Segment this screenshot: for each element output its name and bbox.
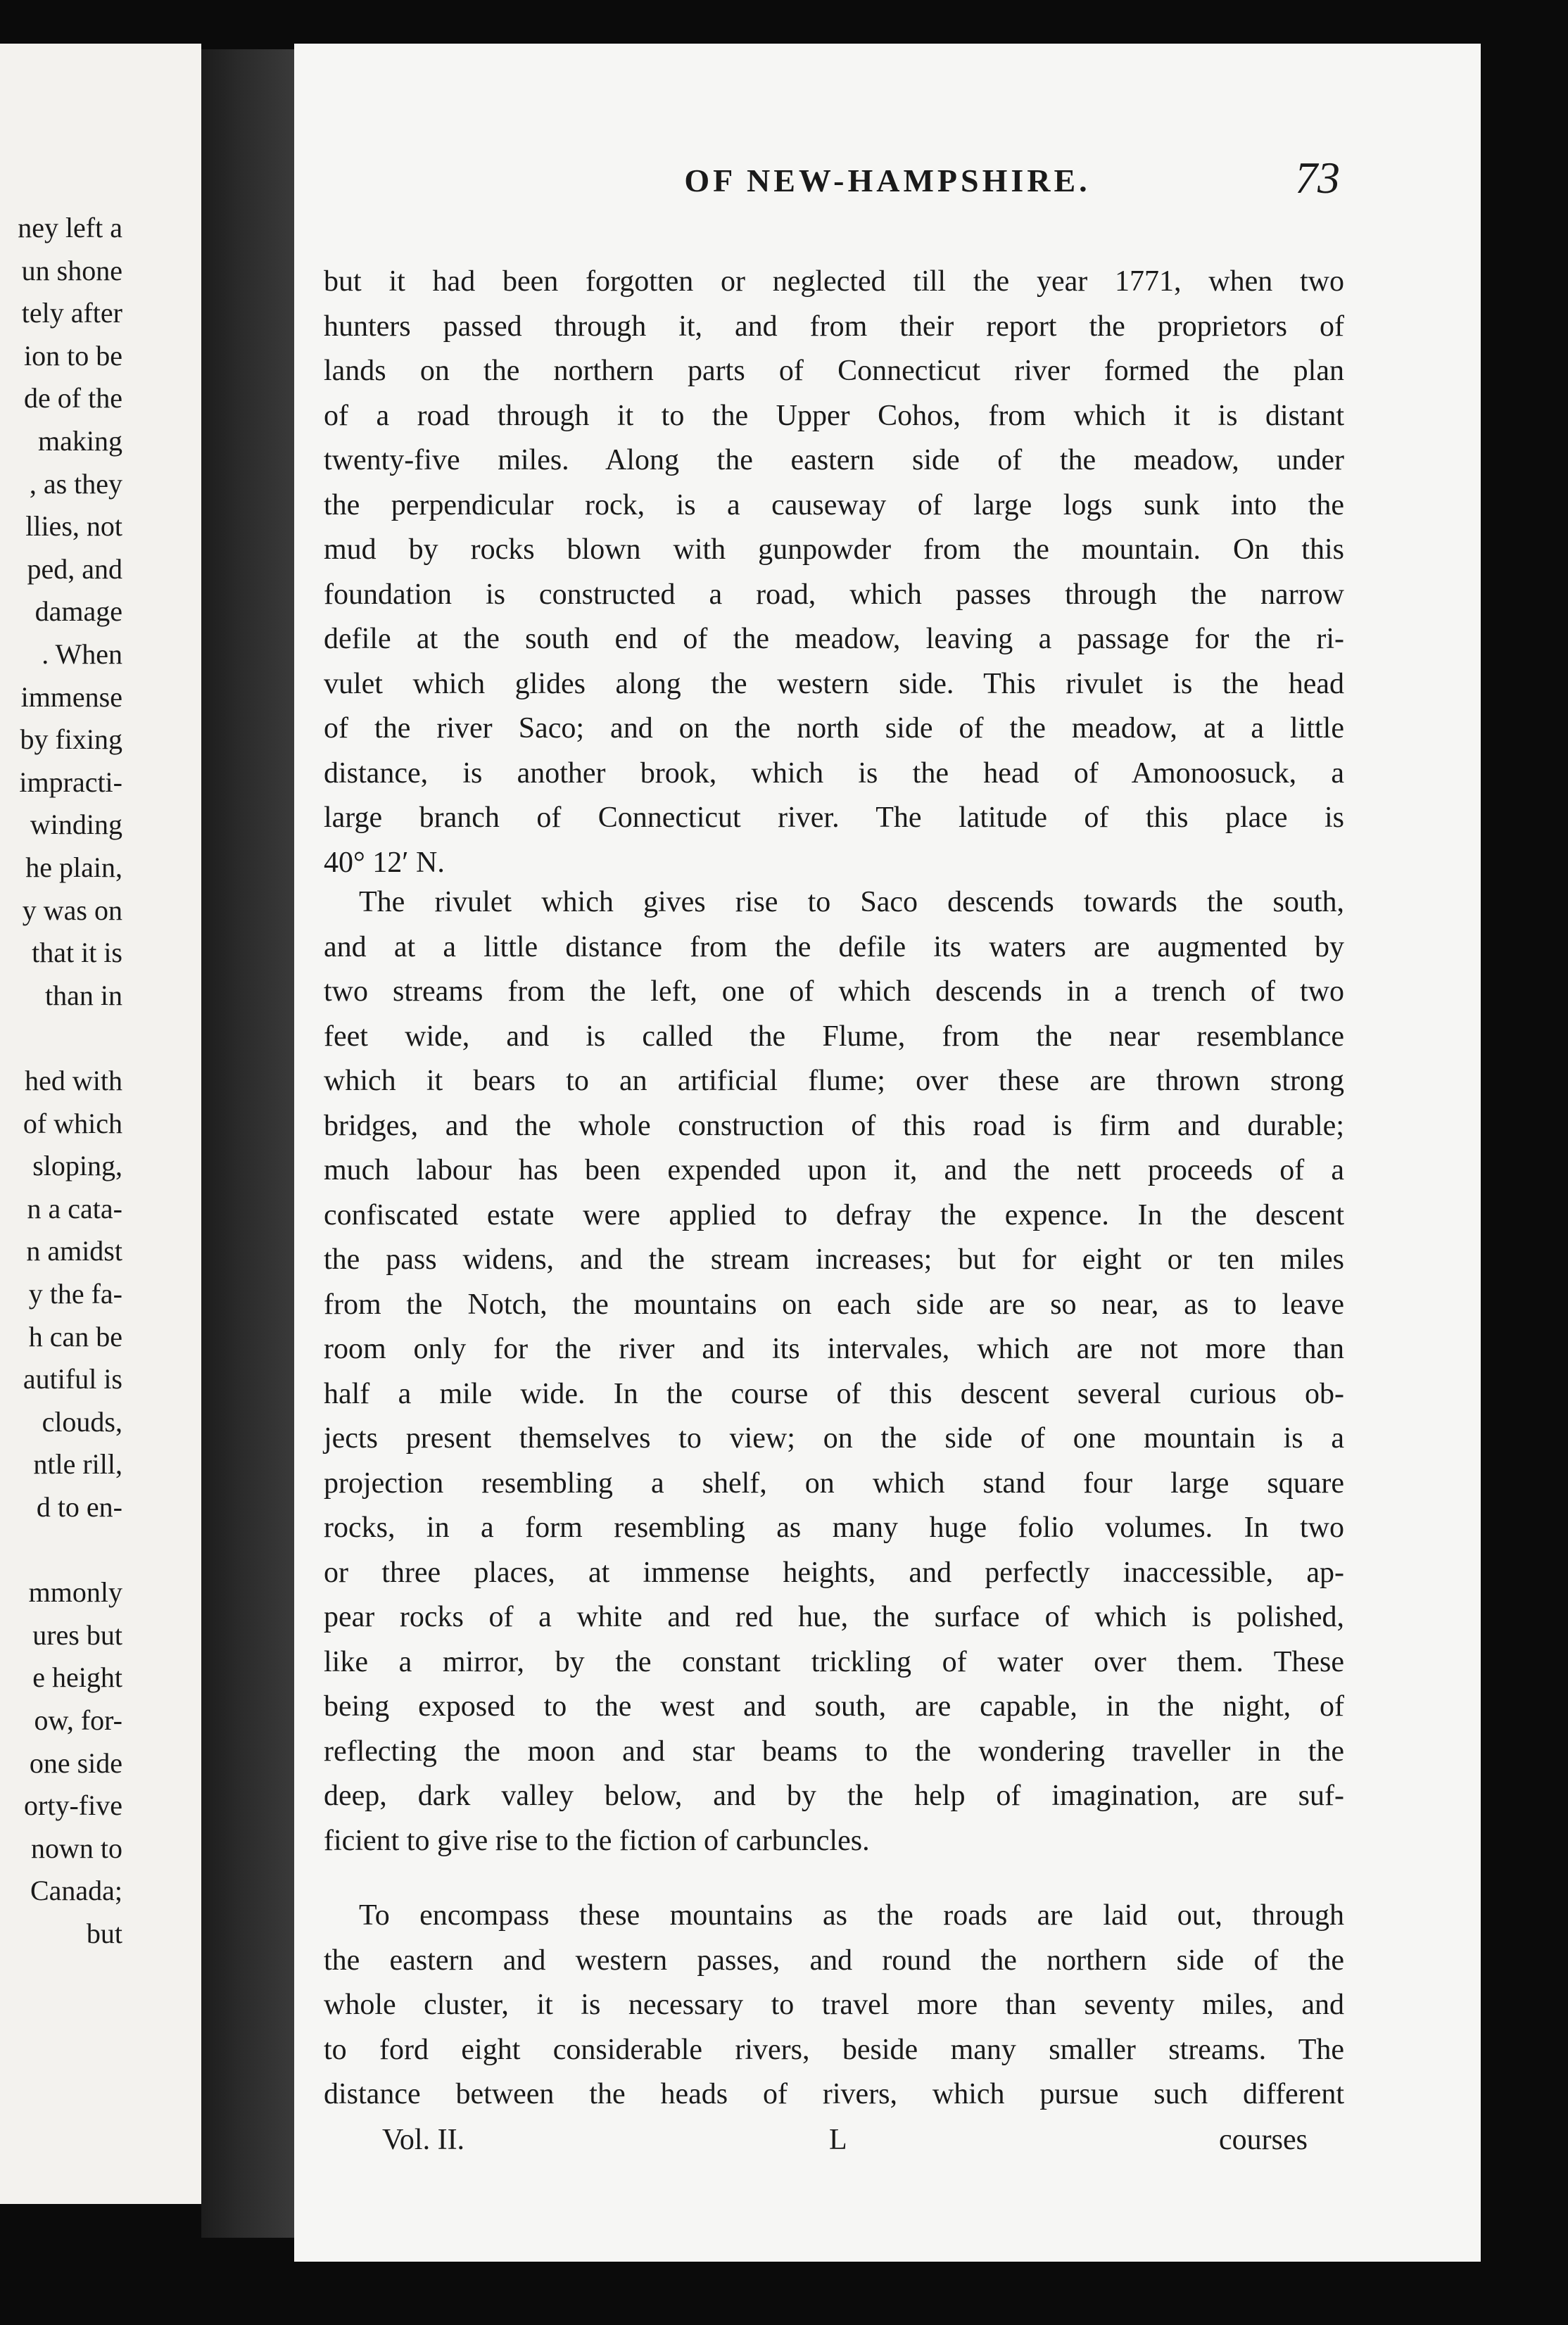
facing-page-line: one side bbox=[29, 1747, 122, 1779]
text-line: large branch of Connecticut river. The latitude of this place is bbox=[324, 802, 1344, 834]
text-line: or three places, at immense heights, and perfectly inaccessible, ap- bbox=[324, 1556, 1344, 1589]
facing-page-line: mmonly bbox=[28, 1576, 122, 1609]
facing-page-line: ow, for- bbox=[34, 1704, 122, 1736]
facing-page-line: ntle rill, bbox=[33, 1448, 122, 1481]
text-line: ficient to give rise to the fiction of carbuncles. bbox=[324, 1824, 870, 1857]
facing-page-line: Canada; bbox=[30, 1875, 122, 1907]
facing-page-line: he plain, bbox=[25, 851, 122, 883]
page-number: 73 bbox=[1295, 153, 1340, 203]
text-line: jects present themselves to view; on the side of one mountain is a bbox=[324, 1422, 1344, 1455]
facing-page-line: of which bbox=[23, 1107, 122, 1139]
catchword: courses bbox=[1219, 2124, 1308, 2156]
text-line: whole cluster, it is necessary to travel more than seventy miles, and bbox=[324, 1989, 1344, 2021]
facing-page-line: n a cata- bbox=[27, 1192, 122, 1224]
text-line: of the river Saco; and on the north side of the meadow, at a little bbox=[324, 712, 1344, 745]
text-line: mud by rocks blown with gunpowder from the mountain. On this bbox=[324, 533, 1344, 566]
facing-page-line: n amidst bbox=[26, 1235, 122, 1267]
text-line: room only for the river and its intervales, which are not more than bbox=[324, 1333, 1344, 1365]
signature-mark: L bbox=[829, 2124, 847, 2156]
text-line: from the Notch, the mountains on each side are so near, as to leave bbox=[324, 1288, 1344, 1321]
text-line: much labour has been expended upon it, and the nett proceeds of a bbox=[324, 1154, 1344, 1186]
text-line: but it had been forgotten or neglected till the year 1771, when two bbox=[324, 265, 1344, 298]
facing-page-line: ped, and bbox=[27, 552, 122, 585]
text-line: defile at the south end of the meadow, leaving a passage for the ri- bbox=[324, 623, 1344, 655]
facing-page-line: than in bbox=[45, 979, 122, 1011]
facing-page-line: immense bbox=[20, 680, 122, 713]
text-line: like a mirror, by the constant trickling of water over them. These bbox=[324, 1645, 1344, 1678]
volume-mark: Vol. II. bbox=[382, 2124, 465, 2156]
text-line: rocks, in a form resembling as many huge folio volumes. In two bbox=[324, 1512, 1344, 1544]
text-line: twenty-five miles. Along the eastern side of the meadow, under bbox=[324, 444, 1344, 476]
facing-page-line: ures but bbox=[32, 1618, 122, 1651]
facing-page-line: de of the bbox=[24, 382, 122, 414]
text-line: being exposed to the west and south, are capable, in the night, of bbox=[324, 1690, 1344, 1723]
text-line: projection resembling a shelf, on which stand four large square bbox=[324, 1466, 1344, 1500]
text-line: hunters passed through it, and from their report the proprietors of bbox=[324, 310, 1344, 343]
text-line: which it bears to an artificial flume; over these are thrown strong bbox=[324, 1065, 1344, 1097]
page-header bbox=[294, 153, 1481, 218]
facing-page-line: nown to bbox=[31, 1832, 122, 1864]
text-line: foundation is constructed a road, which passes through the narrow bbox=[324, 578, 1344, 611]
facing-page-line: impracti- bbox=[19, 766, 122, 798]
facing-page bbox=[0, 44, 201, 2204]
text-line: distance between the heads of rivers, which pursue such different bbox=[324, 2078, 1344, 2110]
text-line: feet wide, and is called the Flume, from the near resemblance bbox=[324, 1020, 1344, 1053]
text-line: The rivulet which gives rise to Saco descends towards the south, bbox=[359, 886, 1344, 918]
facing-page-line: e height bbox=[32, 1661, 122, 1694]
text-line: of a road through it to the Upper Cohos, from which it is distant bbox=[324, 399, 1344, 432]
text-line: the eastern and western passes, and round the northern side of the bbox=[324, 1944, 1344, 1977]
text-line: confiscated estate were applied to defray the expence. In the descent bbox=[324, 1198, 1344, 1231]
facing-page-line: damage bbox=[34, 595, 122, 628]
running-title: OF NEW-HAMPSHIRE. bbox=[684, 163, 1091, 198]
book-gutter bbox=[201, 49, 294, 2238]
facing-page-line: orty-five bbox=[24, 1789, 122, 1822]
facing-page-line: y was on bbox=[22, 894, 122, 926]
facing-page-line: y the fa- bbox=[28, 1278, 122, 1310]
text-line: the perpendicular rock, is a causeway of large logs sunk into the bbox=[324, 488, 1344, 521]
text-line: reflecting the moon and star beams to the wondering traveller in the bbox=[324, 1735, 1344, 1768]
text-line: the pass widens, and the stream increases; but for eight or ten miles bbox=[324, 1243, 1344, 1276]
facing-page-line: ney left a bbox=[18, 212, 122, 243]
text-line: distance, is another brook, which is the head of Amonoosuck, a bbox=[324, 756, 1344, 790]
facing-page-line: clouds, bbox=[42, 1405, 122, 1438]
text-line: 40° 12′ N. bbox=[324, 846, 445, 879]
text-line: to ford eight considerable rivers, beside many smaller streams. The bbox=[324, 2033, 1344, 2066]
facing-page-line: h can be bbox=[28, 1320, 122, 1352]
text-line: vulet which glides along the western side. This rivulet is the head bbox=[324, 667, 1344, 700]
facing-page-line: , as they bbox=[29, 467, 122, 500]
facing-page-line: autiful is bbox=[23, 1363, 122, 1395]
facing-page-line: tely after bbox=[21, 297, 122, 329]
text-line: deep, dark valley below, and by the help of imagination, are suf- bbox=[324, 1780, 1344, 1812]
text-line: pear rocks of a white and red hue, the surface of which is polished, bbox=[324, 1601, 1344, 1633]
facing-page-line: llies, not bbox=[25, 510, 122, 543]
text-line: half a mile wide. In the course of this descent several curious ob- bbox=[324, 1377, 1344, 1410]
facing-page-line: d to en- bbox=[36, 1491, 122, 1523]
facing-page-line: . When bbox=[42, 638, 122, 670]
facing-page-line: winding bbox=[30, 809, 122, 841]
text-line: two streams from the left, one of which descends in a trench of two bbox=[324, 975, 1344, 1008]
facing-page-line: making bbox=[38, 425, 122, 457]
page-footer bbox=[294, 2123, 1481, 2165]
facing-page-line: by fixing bbox=[20, 723, 122, 756]
facing-page-line: but bbox=[86, 1918, 122, 1949]
facing-page-line: ion to be bbox=[24, 339, 122, 372]
text-line: bridges, and the whole construction of this road is firm and durable; bbox=[324, 1109, 1344, 1142]
facing-page-line: sloping, bbox=[32, 1150, 122, 1182]
facing-page-line: un shone bbox=[21, 254, 122, 286]
book-page bbox=[294, 44, 1481, 2262]
text-line: lands on the northern parts of Connecticut river formed the plan bbox=[324, 355, 1344, 387]
facing-page-line: hed with bbox=[25, 1065, 122, 1096]
facing-page-line: that it is bbox=[32, 937, 122, 969]
text-line: and at a little distance from the defile its waters are augmented by bbox=[324, 930, 1344, 963]
text-line: To encompass these mountains as the roads are laid out, through bbox=[359, 1899, 1344, 1932]
